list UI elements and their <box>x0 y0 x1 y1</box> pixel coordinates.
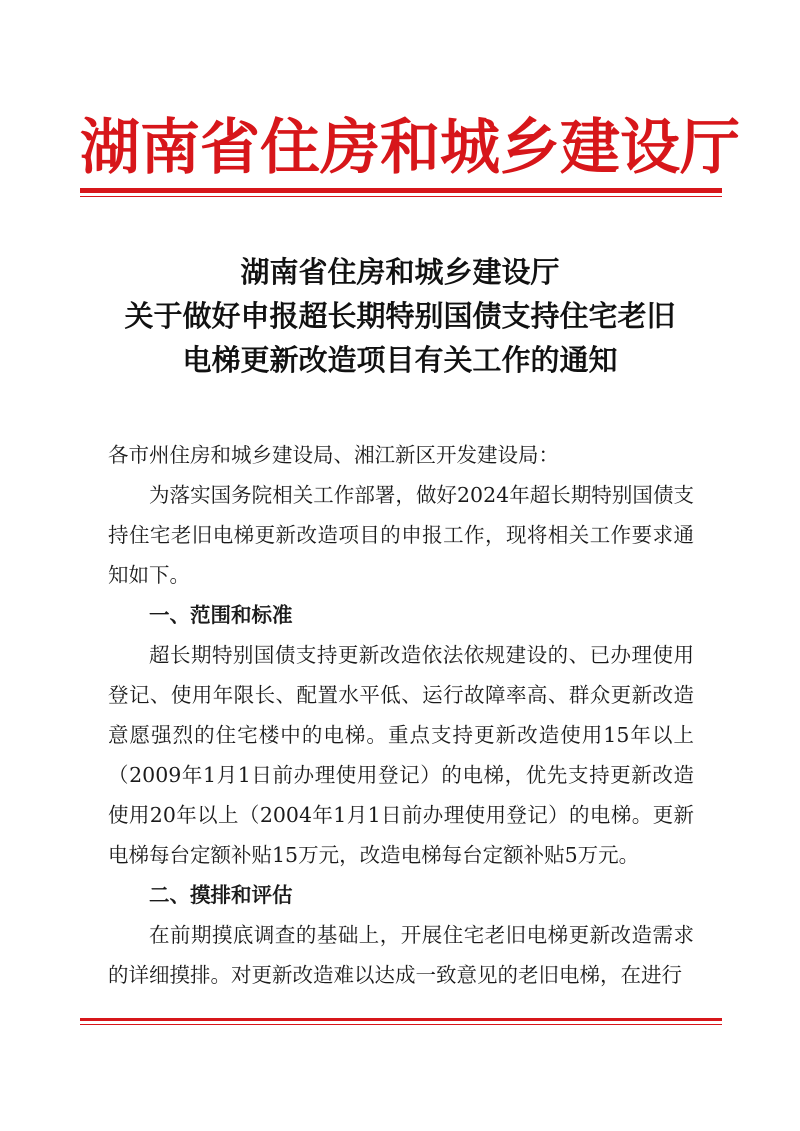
salutation: 各市州住房和城乡建设局、湘江新区开发建设局： <box>108 443 559 467</box>
section-1-heading: 一、范围和标准 <box>149 603 293 627</box>
title-line-1: 湖南省住房和城乡建设厅 <box>240 255 560 289</box>
document-body <box>108 435 694 995</box>
letterhead-title: 湖南省住房和城乡建设厅 <box>80 113 740 183</box>
footer-rule-thick <box>80 1018 722 1021</box>
footer-rule-thin <box>80 1024 722 1025</box>
document-title <box>80 250 720 382</box>
title-line-3: 电梯更新改造项目有关工作的通知 <box>182 343 618 377</box>
letterhead-rule-thick <box>80 188 722 193</box>
section-1-paragraph: 超长期特别国债支持更新改造依法依规建设的、已办理使用登记、使用年限长、配置水平低、运行故障率高、群众更新改造意愿强烈的住宅楼中的电梯。重点支持更新改造使用15年以上（2009年1月1日前办理使用登记）的电梯，优先支持更新改造使用20年以上（2004年1月1日前办理使用登记）的电梯。更新电梯每台定额补贴15万元，改造电梯每台定额补贴5万元。 <box>108 643 694 867</box>
section-2-heading: 二、摸排和评估 <box>149 883 293 907</box>
intro-paragraph: 为落实国务院相关工作部署，做好2024年超长期特别国债支持住宅老旧电梯更新改造项目的申报工作，现将相关工作要求通知如下。 <box>108 483 694 587</box>
title-line-2: 关于做好申报超长期特别国债支持住宅老旧 <box>124 299 676 333</box>
letterhead-rule-thin <box>80 196 722 197</box>
section-2-paragraph: 在前期摸底调查的基础上，开展住宅老旧电梯更新改造需求的详细摸排。对更新改造难以达成一致意见的老旧电梯，在进行 <box>108 923 694 987</box>
